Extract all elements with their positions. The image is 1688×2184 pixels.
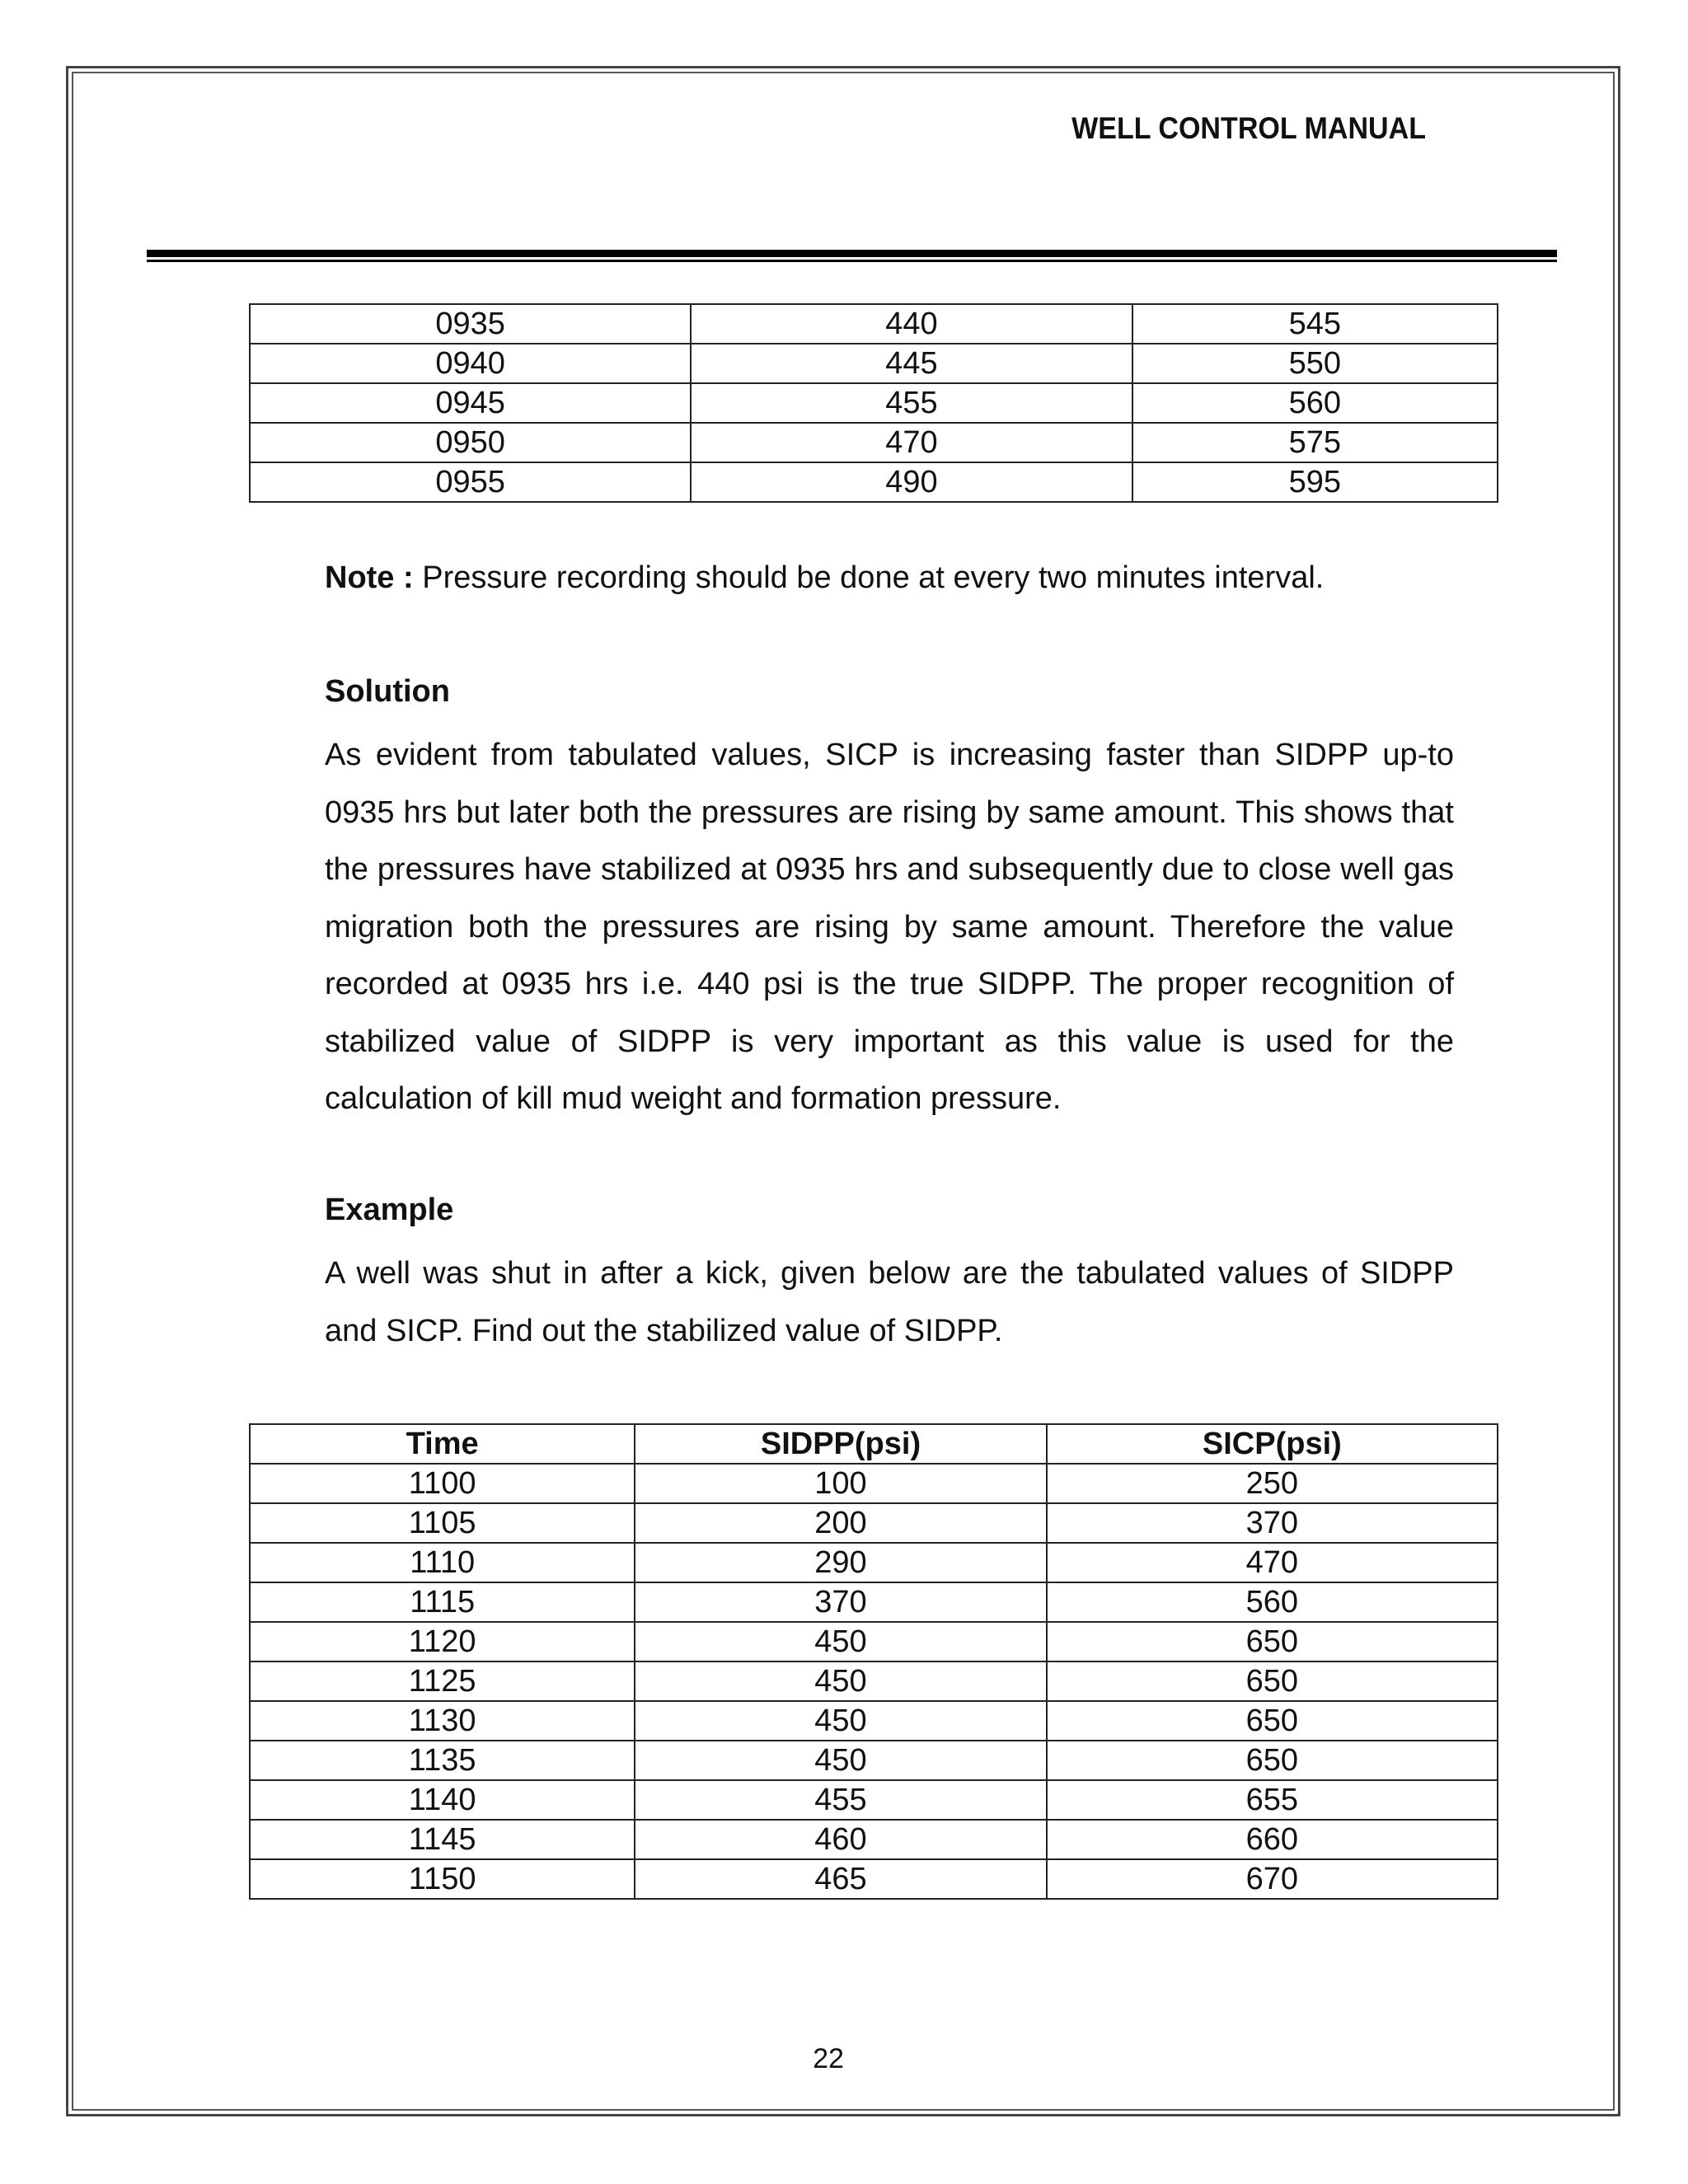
note-text: Pressure recording should be done at every two minutes interval.: [422, 560, 1325, 595]
header-rule-thin: [147, 260, 1557, 262]
sicp-cell: 595: [1132, 462, 1498, 502]
pressure-table: [249, 1423, 1498, 1900]
table-row: [250, 1820, 1498, 1859]
time-column-header: Time: [250, 1424, 635, 1464]
sicp-cell: 575: [1132, 423, 1498, 462]
sidpp-cell: 490: [691, 462, 1132, 502]
solution-heading: Solution: [325, 674, 450, 709]
sidpp-cell: 450: [635, 1701, 1046, 1741]
table-row: [250, 462, 1498, 502]
time-cell: 1140: [250, 1780, 635, 1820]
table-row: [250, 1543, 1498, 1582]
sidpp-cell: 440: [691, 304, 1132, 344]
sidpp-cell: 290: [635, 1543, 1046, 1582]
time-cell: 0935: [250, 304, 691, 344]
table-row: [250, 344, 1498, 383]
table-row: [250, 1780, 1498, 1820]
table-row: [250, 1741, 1498, 1780]
table-row: [250, 1464, 1498, 1503]
time-cell: 1150: [250, 1859, 635, 1899]
table-row: [250, 1582, 1498, 1622]
sidpp-cell: 455: [635, 1780, 1046, 1820]
time-cell: 1110: [250, 1543, 635, 1582]
sidpp-cell: 470: [691, 423, 1132, 462]
sicp-cell: 650: [1047, 1622, 1498, 1661]
table-row: [250, 1661, 1498, 1701]
sicp-cell: 655: [1047, 1780, 1498, 1820]
time-cell: 0955: [250, 462, 691, 502]
sicp-cell: 650: [1047, 1741, 1498, 1780]
sicp-cell: 370: [1047, 1503, 1498, 1543]
sicp-column-header: SICP(psi): [1047, 1424, 1498, 1464]
sidpp-cell: 455: [691, 383, 1132, 423]
time-cell: 1125: [250, 1661, 635, 1701]
note-paragraph: [325, 560, 1454, 596]
sidpp-column-header: SIDPP(psi): [635, 1424, 1046, 1464]
time-cell: 0945: [250, 383, 691, 423]
sidpp-cell: 450: [635, 1622, 1046, 1661]
sidpp-cell: 460: [635, 1820, 1046, 1859]
table-header-row: [250, 1424, 1498, 1464]
time-cell: 0940: [250, 344, 691, 383]
time-cell: 1105: [250, 1503, 635, 1543]
table-row: [250, 383, 1498, 423]
sidpp-cell: 445: [691, 344, 1132, 383]
sidpp-cell: 200: [635, 1503, 1046, 1543]
time-cell: 0950: [250, 423, 691, 462]
time-cell: 1115: [250, 1582, 635, 1622]
sicp-cell: 250: [1047, 1464, 1498, 1503]
sicp-cell: 650: [1047, 1701, 1498, 1741]
sicp-cell: 660: [1047, 1820, 1498, 1859]
table-row: [250, 1503, 1498, 1543]
sicp-cell: 550: [1132, 344, 1498, 383]
pressure-table-continued: [249, 303, 1498, 503]
time-cell: 1120: [250, 1622, 635, 1661]
sicp-cell: 545: [1132, 304, 1498, 344]
note-label: Note :: [325, 560, 414, 595]
header-title: WELL CONTROL MANUAL: [1071, 111, 1426, 145]
table-row: [250, 1622, 1498, 1661]
time-cell: 1130: [250, 1701, 635, 1741]
table-row: [250, 304, 1498, 344]
sicp-cell: 560: [1047, 1582, 1498, 1622]
example-heading: Example: [325, 1193, 454, 1227]
sicp-cell: 650: [1047, 1661, 1498, 1701]
table-row: [250, 423, 1498, 462]
sicp-cell: 670: [1047, 1859, 1498, 1899]
sicp-cell: 470: [1047, 1543, 1498, 1582]
sidpp-cell: 370: [635, 1582, 1046, 1622]
time-cell: 1100: [250, 1464, 635, 1503]
sidpp-cell: 450: [635, 1741, 1046, 1780]
sidpp-cell: 465: [635, 1859, 1046, 1899]
table-row: [250, 1701, 1498, 1741]
page-number: 22: [813, 2043, 844, 2074]
sicp-cell: 560: [1132, 383, 1498, 423]
sidpp-cell: 100: [635, 1464, 1046, 1503]
example-paragraph: A well was shut in after a kick, given below are the tabulated values of SIDPP and SICP. Find out the stabilized value of SIDPP.: [325, 1256, 1454, 1348]
sidpp-cell: 450: [635, 1661, 1046, 1701]
time-cell: 1135: [250, 1741, 635, 1780]
time-cell: 1145: [250, 1820, 635, 1859]
table-row: [250, 1859, 1498, 1899]
solution-paragraph: As evident from tabulated values, SICP is increasing faster than SIDPP up-to 0935 hrs but later both the pressures are rising by same amount. This shows that the pressures have stabilized at 0935 hrs and subsequently due to close well gas migration both the pressures are rising by same amount. Therefore the value recorded at 0935 hrs i.e. 440 psi is the true SIDPP. The proper recognition of stabilized value of SIDPP is very important as this value is used for the calculation of kill mud weight and formation pressure.: [325, 738, 1454, 1116]
header-rule-thick: [147, 250, 1557, 257]
